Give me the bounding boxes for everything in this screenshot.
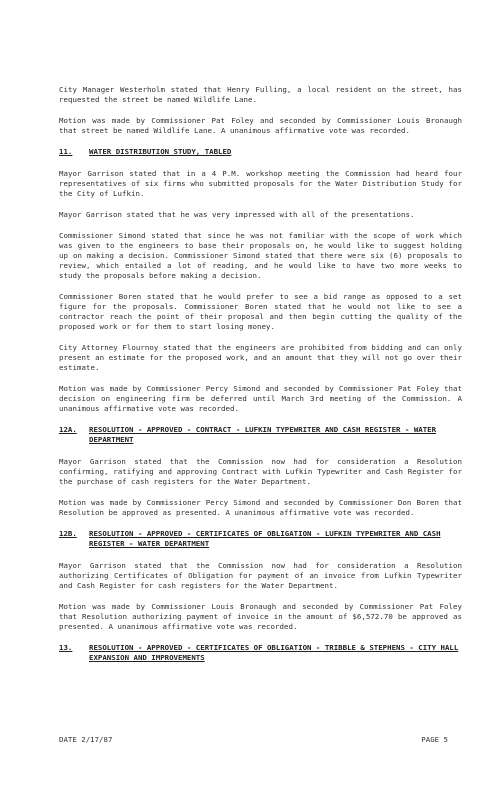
- paragraph-street-naming-motion: Motion was made by Commissioner Pat Foley and seconded by Commissioner Louis Bronaugh that street be named Wildlife Lane. A unanimous affirmative vote was recorded.: [59, 116, 462, 135]
- paragraph-certificates-resolution: Mayor Garrison stated that the Commission now had for consideration a Resolution authorizing Certificates of Obligation for payment of an invoice from Lufkin Typewriter and Cash Register for cash registers for the Water Department.: [59, 561, 462, 590]
- section-heading-12b: [59, 529, 462, 549]
- section-title: RESOLUTION - APPROVED - CERTIFICATES OF OBLIGATION - TRIBBLE & STEPHENS - CITY HALL EXPANSION AND IMPROVEMENTS: [89, 643, 459, 662]
- section-heading-11: [59, 147, 462, 157]
- paragraph-contract-motion: Motion was made by Commissioner Percy Simond and seconded by Commissioner Don Boren that Resolution be approved as presented. A unanimous affirmative vote was recorded.: [59, 498, 462, 517]
- paragraph-defer-motion: Motion was made by Commissioner Percy Simond and seconded by Commissioner Pat Foley that decision on engineering firm be deferred until March 3rd meeting of the Commission. A unanimous affirmative vote was recorded.: [59, 384, 462, 413]
- paragraph-workshop-meeting: Mayor Garrison stated that in a 4 P.M. workshop meeting the Commission had heard four representatives of six firms who submitted proposals for the Water Distribution Study for the City of Lufkin.: [59, 169, 462, 198]
- section-title: RESOLUTION - APPROVED - CERTIFICATES OF OBLIGATION - LUFKIN TYPEWRITER AND CASH REGISTER - WATER DEPARTMENT: [89, 529, 441, 548]
- footer-page-number: PAGE 5: [421, 735, 448, 744]
- section-heading-13: [59, 643, 462, 663]
- paragraph-mayor-impressed: Mayor Garrison stated that he was very impressed with all of the presentations.: [59, 210, 415, 219]
- section-number: 13.: [59, 643, 73, 652]
- paragraph-certificates-motion: Motion was made by Commissioner Louis Bronaugh and seconded by Commissioner Pat Foley that Resolution authorizing payment of invoice in the amount of $6,572.70 be approved as presented. A unanimous affirmative vote was recorded.: [59, 602, 462, 631]
- section-title: WATER DISTRIBUTION STUDY, TABLED: [89, 147, 232, 156]
- section-number: 12B.: [59, 529, 77, 538]
- footer-date: DATE 2/17/87: [59, 735, 113, 744]
- paragraph-simond-defer: Commissioner Simond stated that since he was not familiar with the scope of work which was given to the engineers to base their proposals on, he would like to suggest holding up on making a decision. Commissioner Simond stated that there were six (6) proposals to review, which entailed a lot of reading, and he would like to have two more weeks to study the proposals before making a decision.: [59, 231, 462, 280]
- section-title: RESOLUTION - APPROVED - CONTRACT - LUFKIN TYPEWRITER AND CASH REGISTER - WATER DEPARTMENT: [89, 425, 437, 444]
- paragraph-boren-bid-range: Commissioner Boren stated that he would prefer to see a bid range as opposed to a set figure for the proposals. Commissioner Boren stated that he would not like to see a contractor reach the point of their proposal and then begin cutting the quality of the proposed work or for them to start losing money.: [59, 292, 462, 331]
- paragraph-contract-resolution: Mayor Garrison stated that the Commission now had for consideration a Resolution confirming, ratifying and approving Contract with Lufkin Typewriter and Cash Register for the purchase of cash registers for the Water Department.: [59, 457, 462, 486]
- paragraph-attorney-estimate: City Attorney Flournoy stated that the engineers are prohibited from bidding and can only present an estimate for the proposed work, and an amount that they will not go over their estimate.: [59, 343, 462, 372]
- section-number: 12A.: [59, 425, 77, 434]
- page-footer: [59, 735, 448, 744]
- section-number: 11.: [59, 147, 73, 156]
- section-heading-12a: [59, 425, 462, 445]
- paragraph-street-naming-request: City Manager Westerholm stated that Henry Fulling, a local resident on the street, has requested the street be named Wildlife Lane.: [59, 85, 462, 104]
